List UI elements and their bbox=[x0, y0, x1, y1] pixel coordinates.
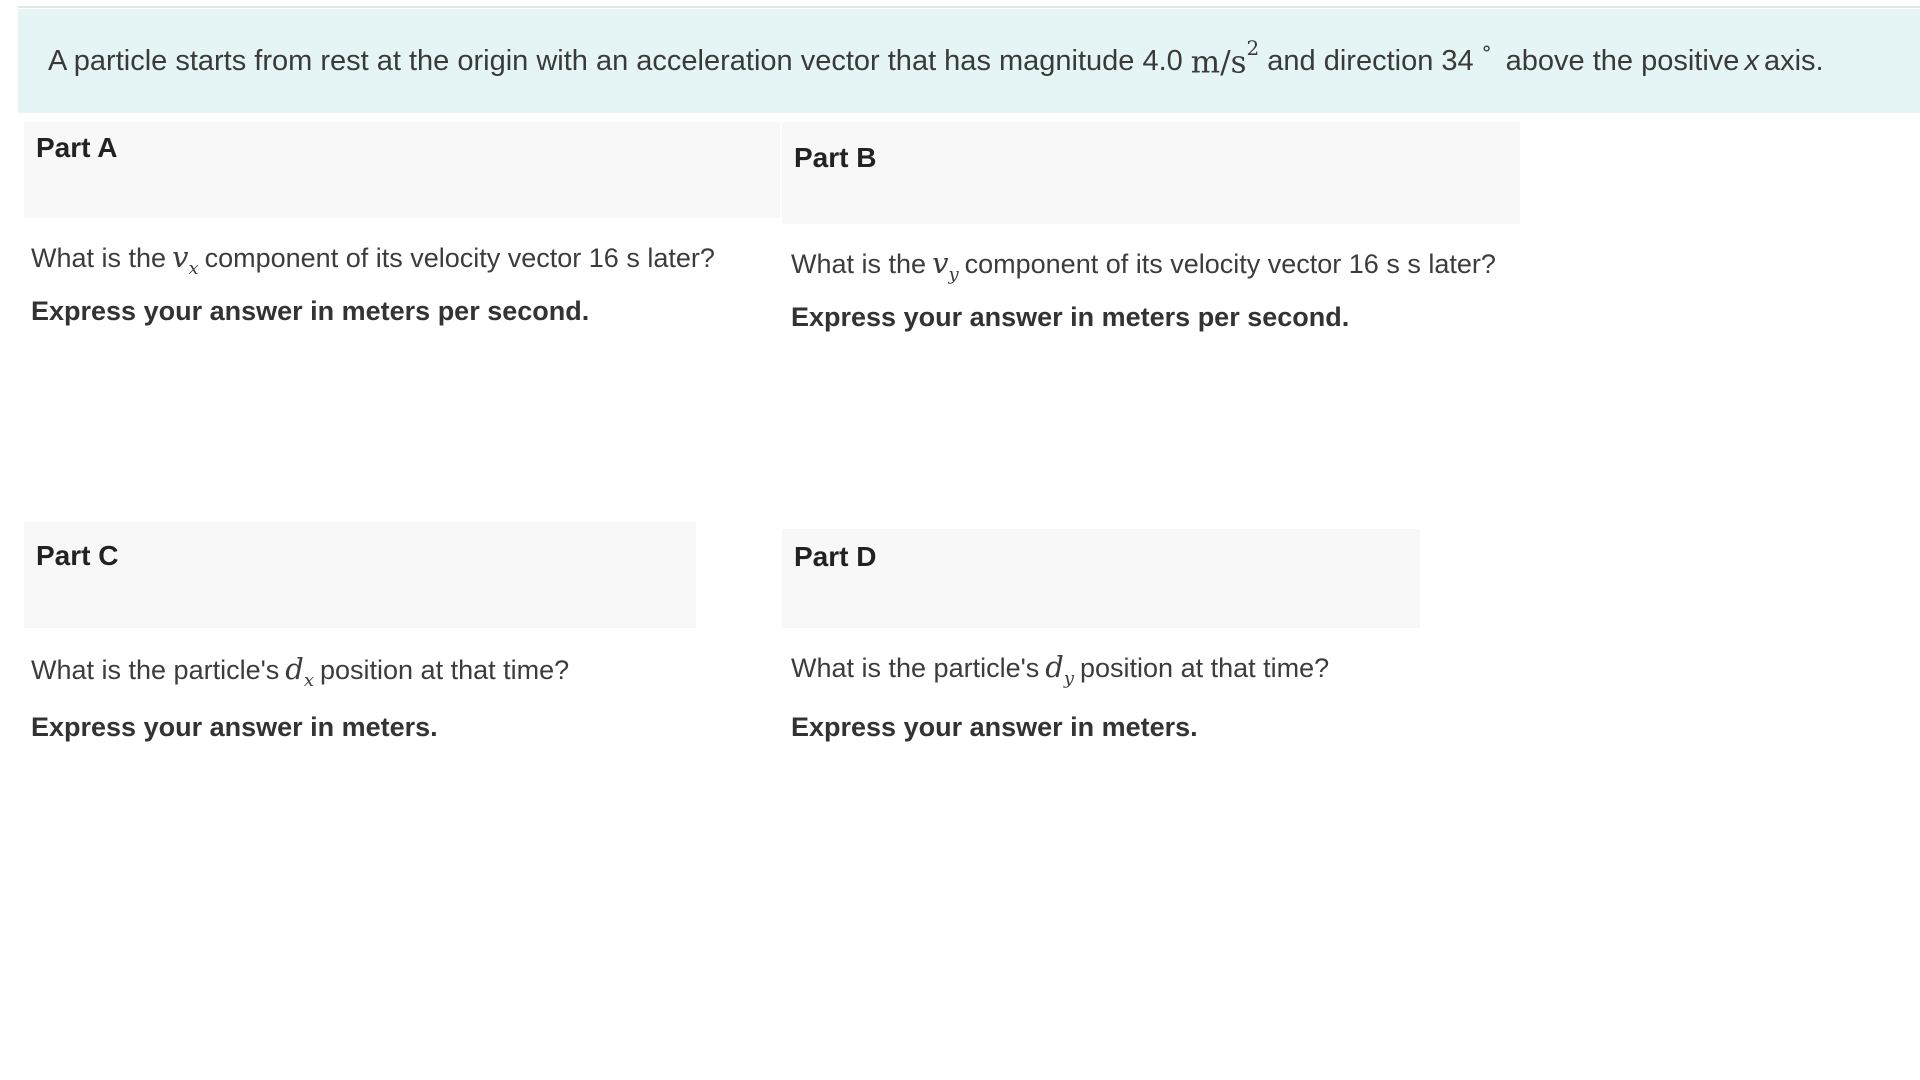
part-a-variable-sub: x bbox=[188, 257, 199, 279]
intro-text-mid: and direction 34 bbox=[1267, 44, 1474, 77]
acceleration-unit-base: m/s bbox=[1190, 44, 1247, 81]
part-b-question bbox=[791, 246, 1496, 285]
intro-text-pre: A particle starts from rest at the origin with an acceleration vector that has magnitude 4.0 bbox=[48, 44, 1183, 77]
part-a-instruction: Express your answer in meters per second. bbox=[31, 296, 590, 326]
part-d-header[interactable] bbox=[782, 529, 1420, 628]
part-b-variable bbox=[932, 246, 959, 285]
part-b-header[interactable] bbox=[782, 122, 1520, 224]
part-c-question-pre: What is the particle's bbox=[31, 655, 280, 685]
part-b-instruction: Express your answer in meters per second. bbox=[791, 302, 1350, 332]
part-c-header[interactable] bbox=[24, 522, 696, 628]
part-a-question bbox=[31, 240, 715, 279]
part-d-instruction: Express your answer in meters. bbox=[791, 712, 1198, 742]
acceleration-unit bbox=[1190, 35, 1260, 81]
top-divider bbox=[18, 6, 1920, 8]
part-d-variable-sub: y bbox=[1063, 667, 1074, 689]
part-c-instruction: Express your answer in meters. bbox=[31, 712, 438, 742]
degree-symbol: ° bbox=[1481, 41, 1492, 65]
part-d-question-pre: What is the particle's bbox=[791, 653, 1040, 683]
part-a-question-post: component of its velocity vector 16 s later? bbox=[204, 243, 715, 273]
intro-text-post-b: axis. bbox=[1763, 44, 1824, 77]
part-c-variable-letter: d bbox=[285, 652, 304, 686]
part-d-question-post: position at that time? bbox=[1080, 653, 1330, 683]
part-c-variable bbox=[285, 652, 314, 691]
acceleration-unit-exponent: 2 bbox=[1246, 35, 1260, 60]
part-b-question-pre: What is the bbox=[791, 249, 927, 279]
part-a-question-pre: What is the bbox=[31, 243, 167, 273]
part-d-question bbox=[791, 650, 1329, 689]
part-b-variable-letter: v bbox=[932, 246, 949, 280]
problem-statement bbox=[18, 9, 1920, 113]
part-d-variable bbox=[1045, 650, 1074, 689]
part-c-title: Part C bbox=[36, 540, 119, 571]
part-d-variable-letter: d bbox=[1045, 650, 1064, 684]
part-a-header[interactable] bbox=[24, 122, 780, 218]
part-a-variable-letter: v bbox=[172, 240, 189, 274]
part-a-title: Part A bbox=[36, 132, 118, 163]
part-c-question bbox=[31, 652, 569, 691]
intro-axis-variable: x bbox=[1744, 44, 1759, 77]
intro-text-post-a: above the positive bbox=[1505, 44, 1740, 77]
part-d-title: Part D bbox=[794, 541, 877, 572]
part-b-title: Part B bbox=[794, 142, 877, 173]
part-b-variable-sub: y bbox=[948, 263, 959, 285]
part-a-variable bbox=[172, 240, 199, 279]
part-c-question-post: position at that time? bbox=[319, 655, 570, 685]
part-b-question-post: component of its velocity vector 16 s s later? bbox=[964, 249, 1496, 279]
part-c-variable-sub: x bbox=[303, 669, 314, 691]
